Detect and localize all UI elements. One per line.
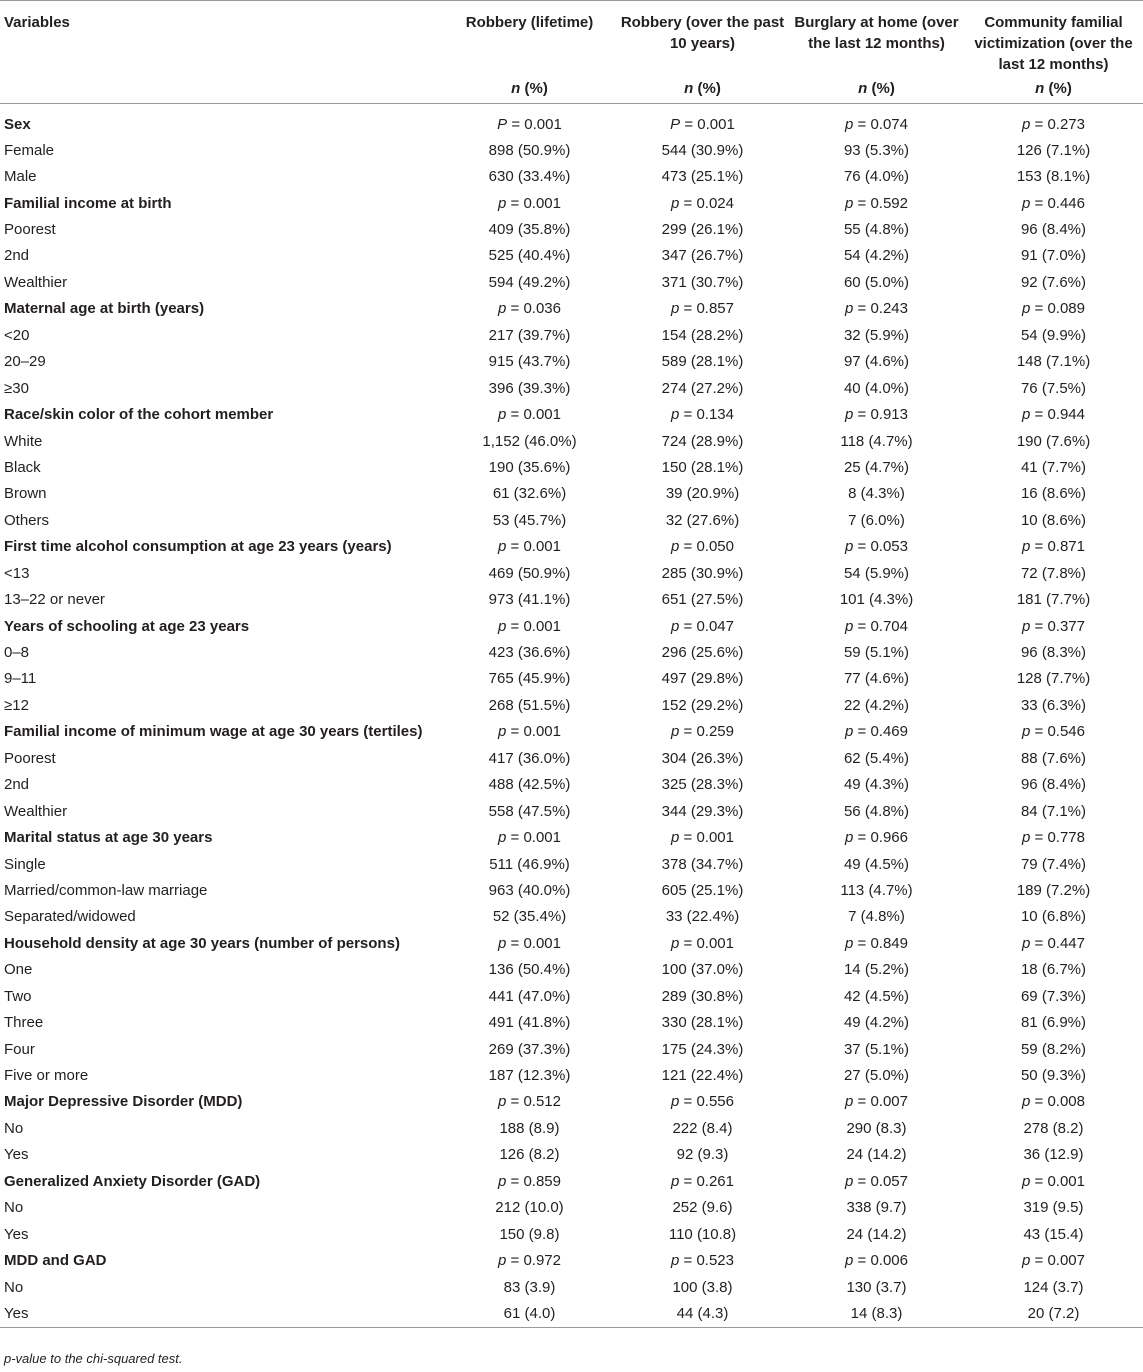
count-cell: 594 (49.2%) xyxy=(488,273,571,291)
row-label: Brown xyxy=(4,485,47,503)
count-cell: 25 (4.7%) xyxy=(843,458,910,476)
count-cell: 69 (7.3%) xyxy=(1020,987,1087,1005)
count-cell: 22 (4.2%) xyxy=(843,696,910,714)
count-cell: 898 (50.9%) xyxy=(488,141,571,159)
row-label: No xyxy=(4,1278,24,1296)
row-label: Four xyxy=(4,1040,35,1058)
table-row xyxy=(0,1036,1143,1062)
p-value-cell: p = 0.512 xyxy=(498,1093,561,1111)
p-value-cell: p = 0.007 xyxy=(845,1093,908,1111)
count-cell: 27 (5.0%) xyxy=(843,1067,910,1085)
p-value-cell: p = 0.778 xyxy=(1022,829,1085,847)
table-row xyxy=(0,561,1143,587)
p-value-cell: p = 0.857 xyxy=(671,300,734,318)
count-cell: 222 (8.4) xyxy=(672,1119,733,1137)
count-cell: 121 (22.4%) xyxy=(661,1067,744,1085)
p-value-cell: p = 0.913 xyxy=(845,406,908,424)
count-cell: 96 (8.3%) xyxy=(1020,644,1087,662)
count-cell: 18 (6.7%) xyxy=(1020,961,1087,979)
header-unit-empty xyxy=(0,78,443,104)
table-row xyxy=(0,428,1143,454)
count-cell: 511 (46.9%) xyxy=(489,855,570,873)
p-value-cell: p = 0.556 xyxy=(671,1093,734,1111)
count-cell: 154 (28.2%) xyxy=(661,326,744,344)
table-group-row xyxy=(0,103,1143,138)
table-group-row xyxy=(0,1169,1143,1195)
count-cell: 153 (8.1%) xyxy=(1016,168,1091,186)
count-cell: 338 (9.7) xyxy=(846,1199,907,1217)
count-cell: 765 (45.9%) xyxy=(488,670,571,688)
row-label: <13 xyxy=(4,564,30,582)
p-value-cell: P = 0.001 xyxy=(670,115,735,133)
table-row xyxy=(0,243,1143,269)
count-cell: 10 (8.6%) xyxy=(1020,511,1087,529)
table-row xyxy=(0,957,1143,983)
row-label: Two xyxy=(4,987,32,1005)
count-cell: 344 (29.3%) xyxy=(661,802,744,820)
count-cell: 152 (29.2%) xyxy=(661,696,744,714)
table-row xyxy=(0,1116,1143,1142)
count-cell: 396 (39.3%) xyxy=(488,379,571,397)
table-row xyxy=(0,640,1143,666)
count-cell: 62 (5.4%) xyxy=(843,749,910,767)
p-value-cell: p = 0.273 xyxy=(1022,115,1085,133)
row-label: Marital status at age 30 years xyxy=(4,829,213,847)
row-label: One xyxy=(4,961,33,979)
count-cell: 14 (5.2%) xyxy=(843,961,910,979)
p-value-cell: p = 0.261 xyxy=(671,1172,734,1190)
row-label: 2nd xyxy=(4,247,30,265)
p-value-cell: p = 0.008 xyxy=(1022,1093,1085,1111)
count-cell: 126 (7.1%) xyxy=(1016,141,1091,159)
p-value-cell: p = 0.447 xyxy=(1022,934,1085,952)
count-cell: 96 (8.4%) xyxy=(1020,776,1087,794)
count-cell: 76 (7.5%) xyxy=(1020,379,1087,397)
count-cell: 150 (9.8) xyxy=(499,1225,560,1243)
count-cell: 83 (3.9) xyxy=(503,1278,556,1296)
count-cell: 491 (41.8%) xyxy=(488,1014,571,1032)
p-value-cell: p = 0.001 xyxy=(498,406,561,424)
p-value-cell: p = 0.859 xyxy=(498,1172,561,1190)
row-label: Five or more xyxy=(4,1067,89,1085)
row-label: Wealthier xyxy=(4,273,68,291)
count-cell: 319 (9.5) xyxy=(1023,1199,1084,1217)
count-cell: 724 (28.9%) xyxy=(661,432,744,450)
table-row xyxy=(0,1142,1143,1168)
table-group-row xyxy=(0,613,1143,639)
row-label: Household density at age 30 years (number of persons) xyxy=(4,934,400,952)
p-value-cell: p = 0.001 xyxy=(498,829,561,847)
count-cell: 42 (4.5%) xyxy=(843,987,910,1005)
row-label: Black xyxy=(4,458,41,476)
count-cell: 605 (25.1%) xyxy=(661,881,744,899)
header-variables: Variables xyxy=(4,14,70,31)
count-cell: 589 (28.1%) xyxy=(661,353,744,371)
p-value-cell: p = 0.592 xyxy=(845,194,908,212)
p-value-cell: p = 0.050 xyxy=(671,538,734,556)
table-row xyxy=(0,798,1143,824)
header-robbery-lifetime: Robbery (lifetime) xyxy=(465,14,594,31)
count-cell: 84 (7.1%) xyxy=(1020,802,1087,820)
row-label: Race/skin color of the cohort member xyxy=(4,406,274,424)
row-label: 0–8 xyxy=(4,644,30,662)
row-label: Separated/widowed xyxy=(4,908,136,926)
count-cell: 39 (20.9%) xyxy=(665,485,740,503)
header-unit-col2: n (%) xyxy=(684,79,721,97)
count-cell: 278 (8.2) xyxy=(1023,1119,1084,1137)
p-value-cell: p = 0.134 xyxy=(671,406,734,424)
table-group-row xyxy=(0,719,1143,745)
p-value-cell: p = 0.047 xyxy=(671,617,734,635)
count-cell: 20 (7.2) xyxy=(1027,1304,1080,1322)
row-label: Male xyxy=(4,168,37,186)
table-row xyxy=(0,1301,1143,1328)
count-cell: 43 (15.4) xyxy=(1023,1225,1084,1243)
p-value-cell: p = 0.024 xyxy=(671,194,734,212)
count-cell: 60 (5.0%) xyxy=(843,273,910,291)
footnote: p-value to the chi-squared test. xyxy=(4,1351,183,1366)
p-value-cell: p = 0.036 xyxy=(498,300,561,318)
count-cell: 128 (7.7%) xyxy=(1016,670,1091,688)
row-label: Familial income at birth xyxy=(4,194,172,212)
count-cell: 24 (14.2) xyxy=(846,1225,907,1243)
table-row xyxy=(0,851,1143,877)
table-row xyxy=(0,508,1143,534)
count-cell: 96 (8.4%) xyxy=(1020,221,1087,239)
row-label: Major Depressive Disorder (MDD) xyxy=(4,1093,243,1111)
count-cell: 54 (5.9%) xyxy=(843,564,910,582)
row-label: Years of schooling at age 23 years xyxy=(4,617,250,635)
count-cell: 54 (4.2%) xyxy=(843,247,910,265)
p-value-cell: p = 0.966 xyxy=(845,829,908,847)
count-cell: 33 (22.4%) xyxy=(665,908,740,926)
count-cell: 371 (30.7%) xyxy=(661,273,744,291)
p-value-cell: p = 0.001 xyxy=(498,194,561,212)
count-cell: 32 (5.9%) xyxy=(843,326,910,344)
p-value-cell: p = 0.259 xyxy=(671,723,734,741)
count-cell: 488 (42.5%) xyxy=(488,776,571,794)
table-row xyxy=(0,349,1143,375)
count-cell: 16 (8.6%) xyxy=(1020,485,1087,503)
count-cell: 81 (6.9%) xyxy=(1020,1014,1087,1032)
p-value-cell: p = 0.007 xyxy=(1022,1252,1085,1270)
table-group-row xyxy=(0,1089,1143,1115)
count-cell: 61 (4.0) xyxy=(503,1304,556,1322)
table-row xyxy=(0,1010,1143,1036)
table-row xyxy=(0,164,1143,190)
header-unit-col1: n (%) xyxy=(511,79,548,97)
count-cell: 110 (10.8) xyxy=(668,1225,737,1243)
count-cell: 72 (7.8%) xyxy=(1020,564,1087,582)
row-label: White xyxy=(4,432,43,450)
count-cell: 49 (4.5%) xyxy=(843,855,910,873)
table-group-row xyxy=(0,296,1143,322)
row-label: Familial income of minimum wage at age 30 years (tertiles) xyxy=(4,723,423,741)
header-community-victimization: Community familial victimization (over the last 12 months) xyxy=(974,14,1133,73)
count-cell: 973 (41.1%) xyxy=(488,591,571,609)
table-row xyxy=(0,375,1143,401)
p-value-cell: p = 0.089 xyxy=(1022,300,1085,318)
p-value-cell: p = 0.057 xyxy=(845,1172,908,1190)
count-cell: 14 (8.3) xyxy=(850,1304,903,1322)
count-cell: 497 (29.8%) xyxy=(661,670,744,688)
table-row xyxy=(0,270,1143,296)
count-cell: 91 (7.0%) xyxy=(1020,247,1087,265)
count-cell: 188 (8.9) xyxy=(499,1119,560,1137)
row-label: Maternal age at birth (years) xyxy=(4,300,205,318)
p-value-cell: p = 0.001 xyxy=(671,934,734,952)
count-cell: 299 (26.1%) xyxy=(661,221,744,239)
header-unit-col3: n (%) xyxy=(858,79,895,97)
count-cell: 304 (26.3%) xyxy=(661,749,744,767)
p-value-cell: p = 0.001 xyxy=(671,829,734,847)
count-cell: 36 (12.9) xyxy=(1023,1146,1084,1164)
table-row xyxy=(0,1274,1143,1300)
count-cell: 54 (9.9%) xyxy=(1020,326,1087,344)
count-cell: 269 (37.3%) xyxy=(488,1040,571,1058)
count-cell: 59 (5.1%) xyxy=(843,644,910,662)
table-group-row xyxy=(0,931,1143,957)
header-burglary-12-months: Burglary at home (over the last 12 months) xyxy=(794,14,959,52)
count-cell: 79 (7.4%) xyxy=(1020,855,1087,873)
count-cell: 100 (3.8) xyxy=(672,1278,733,1296)
count-cell: 150 (28.1%) xyxy=(661,458,744,476)
count-cell: 423 (36.6%) xyxy=(488,644,571,662)
p-value-cell: p = 0.972 xyxy=(498,1252,561,1270)
row-label: <20 xyxy=(4,326,30,344)
table-row xyxy=(0,455,1143,481)
count-cell: 41 (7.7%) xyxy=(1020,458,1087,476)
table-group-row xyxy=(0,534,1143,560)
table-group-row xyxy=(0,1248,1143,1274)
table-row xyxy=(0,984,1143,1010)
table-row xyxy=(0,1221,1143,1247)
count-cell: 630 (33.4%) xyxy=(488,168,571,186)
p-value-cell: p = 0.944 xyxy=(1022,406,1085,424)
p-value-cell: p = 0.001 xyxy=(1022,1172,1085,1190)
count-cell: 148 (7.1%) xyxy=(1016,353,1091,371)
count-cell: 558 (47.5%) xyxy=(488,802,571,820)
count-cell: 181 (7.7%) xyxy=(1016,591,1091,609)
row-label: First time alcohol consumption at age 23 years (years) xyxy=(4,538,392,556)
count-cell: 101 (4.3%) xyxy=(839,591,914,609)
row-label: ≥12 xyxy=(4,696,29,714)
row-label: Others xyxy=(4,511,50,529)
table-group-row xyxy=(0,190,1143,216)
count-cell: 77 (4.6%) xyxy=(843,670,910,688)
count-cell: 113 (4.7%) xyxy=(840,881,913,899)
row-label: Married/common-law marriage xyxy=(4,881,208,899)
count-cell: 44 (4.3) xyxy=(676,1304,729,1322)
count-cell: 37 (5.1%) xyxy=(843,1040,910,1058)
count-cell: 76 (4.0%) xyxy=(843,168,910,186)
count-cell: 187 (12.3%) xyxy=(488,1067,571,1085)
count-cell: 289 (30.8%) xyxy=(661,987,744,1005)
count-cell: 50 (9.3%) xyxy=(1020,1067,1087,1085)
row-label: Poorest xyxy=(4,749,56,767)
table-row xyxy=(0,772,1143,798)
count-cell: 118 (4.7%) xyxy=(840,432,913,450)
row-label: Yes xyxy=(4,1225,29,1243)
row-label: Single xyxy=(4,855,46,873)
count-cell: 7 (4.8%) xyxy=(848,908,905,926)
p-value-cell: p = 0.871 xyxy=(1022,538,1085,556)
table-row xyxy=(0,138,1143,164)
row-label: Sex xyxy=(4,115,31,133)
row-label: Yes xyxy=(4,1304,29,1322)
count-cell: 347 (26.7%) xyxy=(661,247,744,265)
row-label: 2nd xyxy=(4,776,30,794)
row-label: Generalized Anxiety Disorder (GAD) xyxy=(4,1172,261,1190)
count-cell: 7 (6.0%) xyxy=(848,511,905,529)
count-cell: 10 (6.8%) xyxy=(1020,908,1087,926)
table-row xyxy=(0,1195,1143,1221)
row-label: 9–11 xyxy=(4,670,37,688)
table-row xyxy=(0,693,1143,719)
count-cell: 190 (7.6%) xyxy=(1016,432,1091,450)
count-cell: 97 (4.6%) xyxy=(843,353,910,371)
table-group-row xyxy=(0,825,1143,851)
count-cell: 190 (35.6%) xyxy=(488,458,571,476)
count-cell: 417 (36.0%) xyxy=(488,749,571,767)
table-row xyxy=(0,1063,1143,1089)
table-row xyxy=(0,878,1143,904)
count-cell: 59 (8.2%) xyxy=(1020,1040,1087,1058)
count-cell: 32 (27.6%) xyxy=(665,511,740,529)
p-value-cell: p = 0.001 xyxy=(498,934,561,952)
count-cell: 285 (30.9%) xyxy=(661,564,744,582)
count-cell: 53 (45.7%) xyxy=(492,511,567,529)
count-cell: 274 (27.2%) xyxy=(661,379,744,397)
p-value-cell: p = 0.704 xyxy=(845,617,908,635)
p-value-cell: p = 0.001 xyxy=(498,538,561,556)
row-label: Female xyxy=(4,141,55,159)
count-cell: 544 (30.9%) xyxy=(661,141,744,159)
count-cell: 8 (4.3%) xyxy=(848,485,905,503)
p-value-cell: p = 0.849 xyxy=(845,934,908,952)
p-value-cell: p = 0.523 xyxy=(671,1252,734,1270)
count-cell: 330 (28.1%) xyxy=(661,1014,744,1032)
count-cell: 651 (27.5%) xyxy=(661,591,744,609)
count-cell: 290 (8.3) xyxy=(846,1119,907,1137)
count-cell: 88 (7.6%) xyxy=(1020,749,1087,767)
row-label: Yes xyxy=(4,1146,29,1164)
count-cell: 49 (4.2%) xyxy=(843,1014,910,1032)
count-cell: 189 (7.2%) xyxy=(1016,881,1091,899)
p-value-cell: p = 0.053 xyxy=(845,538,908,556)
count-cell: 93 (5.3%) xyxy=(843,141,910,159)
row-label: No xyxy=(4,1199,24,1217)
count-cell: 130 (3.7) xyxy=(846,1278,907,1296)
row-label: 20–29 xyxy=(4,353,46,371)
row-label: Poorest xyxy=(4,221,56,239)
row-label: Wealthier xyxy=(4,802,68,820)
count-cell: 1,152 (46.0%) xyxy=(482,432,577,450)
p-value-cell: p = 0.001 xyxy=(498,617,561,635)
count-cell: 55 (4.8%) xyxy=(843,221,910,239)
count-cell: 441 (47.0%) xyxy=(488,987,571,1005)
count-cell: 61 (32.6%) xyxy=(492,485,567,503)
count-cell: 469 (50.9%) xyxy=(488,564,571,582)
count-cell: 52 (35.4%) xyxy=(492,908,567,926)
row-label: 13–22 or never xyxy=(4,591,105,609)
table-row xyxy=(0,323,1143,349)
table-row xyxy=(0,666,1143,692)
p-value-cell: p = 0.001 xyxy=(498,723,561,741)
table-group-row xyxy=(0,402,1143,428)
p-value-cell: P = 0.001 xyxy=(497,115,562,133)
count-cell: 473 (25.1%) xyxy=(661,168,744,186)
count-cell: 217 (39.7%) xyxy=(488,326,571,344)
table-header xyxy=(0,1,1143,104)
count-cell: 915 (43.7%) xyxy=(488,353,571,371)
count-cell: 49 (4.3%) xyxy=(843,776,910,794)
p-value-cell: p = 0.074 xyxy=(845,115,908,133)
count-cell: 124 (3.7) xyxy=(1023,1278,1084,1296)
row-label: No xyxy=(4,1119,24,1137)
count-cell: 175 (24.3%) xyxy=(661,1040,744,1058)
count-cell: 100 (37.0%) xyxy=(661,961,744,979)
p-value-cell: p = 0.006 xyxy=(845,1252,908,1270)
p-value-cell: p = 0.446 xyxy=(1022,194,1085,212)
count-cell: 56 (4.8%) xyxy=(843,802,910,820)
count-cell: 92 (9.3) xyxy=(676,1146,729,1164)
row-label: ≥30 xyxy=(4,379,29,397)
table-row xyxy=(0,746,1143,772)
table-body xyxy=(0,103,1143,1327)
count-cell: 126 (8.2) xyxy=(499,1146,560,1164)
count-cell: 296 (25.6%) xyxy=(661,644,744,662)
count-cell: 525 (40.4%) xyxy=(488,247,571,265)
count-cell: 212 (10.0) xyxy=(495,1199,564,1217)
p-value-cell: p = 0.546 xyxy=(1022,723,1085,741)
table-row xyxy=(0,904,1143,930)
header-unit-col4: n (%) xyxy=(1035,79,1072,97)
count-cell: 268 (51.5%) xyxy=(488,696,571,714)
table-row xyxy=(0,217,1143,243)
count-cell: 325 (28.3%) xyxy=(661,776,744,794)
row-label: Three xyxy=(4,1014,44,1032)
p-value-cell: p = 0.243 xyxy=(845,300,908,318)
table-row xyxy=(0,587,1143,613)
count-cell: 252 (9.6) xyxy=(672,1199,733,1217)
count-cell: 33 (6.3%) xyxy=(1020,696,1087,714)
count-cell: 24 (14.2) xyxy=(846,1146,907,1164)
count-cell: 40 (4.0%) xyxy=(843,379,910,397)
header-robbery-10-years: Robbery (over the past 10 years) xyxy=(620,14,785,52)
table-row xyxy=(0,481,1143,507)
p-value-cell: p = 0.469 xyxy=(845,723,908,741)
count-cell: 378 (34.7%) xyxy=(661,855,744,873)
count-cell: 963 (40.0%) xyxy=(488,881,571,899)
p-value-cell: p = 0.377 xyxy=(1022,617,1085,635)
count-cell: 409 (35.8%) xyxy=(488,221,571,239)
count-cell: 136 (50.4%) xyxy=(488,961,571,979)
row-label: MDD and GAD xyxy=(4,1252,107,1270)
count-cell: 92 (7.6%) xyxy=(1020,273,1087,291)
